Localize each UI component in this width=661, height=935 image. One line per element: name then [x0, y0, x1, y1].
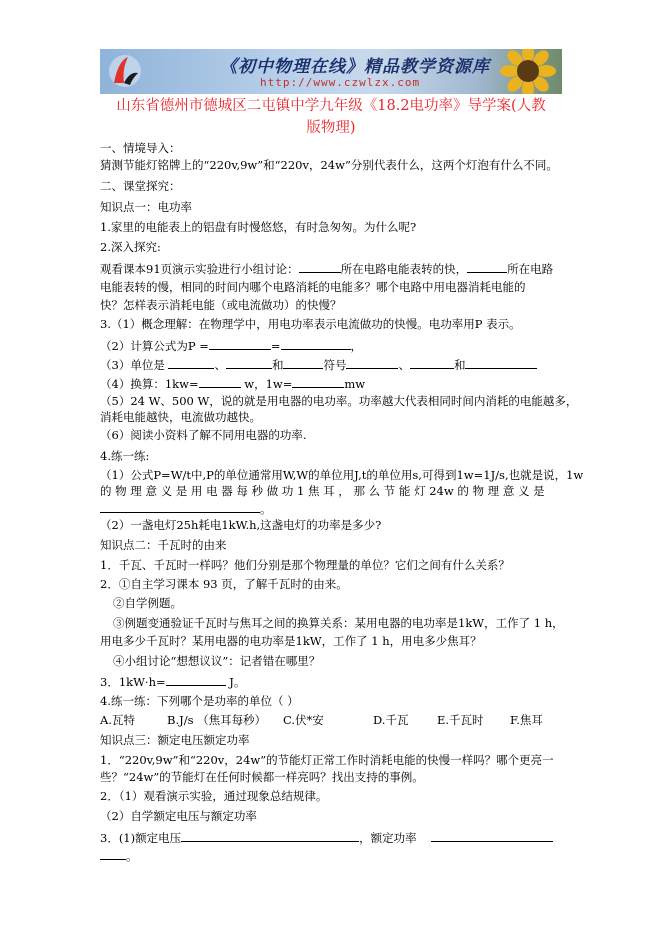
paragraph: 猜测节能灯铭牌上的“220v,9w”和“220v，24w”分别代表什么，这两个灯泡有什么不同。 [100, 158, 558, 172]
paragraph: 2．（1）观看演示实验，通过现象总结规律。 [100, 789, 328, 803]
blank [100, 500, 260, 513]
paragraph: （5）24 W、500 W，说的就是用电器的电功率。功率越大代表相同时间内消耗的电能越多， [100, 394, 578, 408]
blank [410, 356, 454, 369]
blank [431, 829, 553, 842]
blank [465, 356, 537, 369]
paragraph: 电能表转的慢，相同的时间内哪个电路消耗的电能多？哪个电路中用电器消耗电能的 [100, 280, 526, 294]
header-banner [100, 49, 562, 94]
blank [209, 337, 271, 350]
blank [199, 375, 241, 388]
option-e: E.千瓦时 [437, 713, 484, 727]
blank [467, 260, 507, 273]
option-d: D.千瓦 [373, 713, 409, 727]
option-a: A.瓦特 [100, 713, 135, 727]
rated-line: 3．(1)额定电压 ，额定功率 [100, 829, 553, 846]
blank [166, 673, 226, 686]
option-b: B.J/s （焦耳每秒） [167, 713, 267, 727]
subheading: 4.练一练: [100, 449, 150, 463]
answer-line: 。 [100, 847, 138, 864]
paragraph: 用电多少千瓦时？某用电器的电功率是1kW，工作了 1 h，用电多少焦耳？ [100, 634, 482, 648]
option-c: C.伏*安 [283, 713, 324, 727]
paragraph: （6）阅读小资料了解不同用电器的功率. [100, 428, 307, 442]
formula-line: （2）计算公式为P = = ， [100, 339, 362, 353]
paragraph: ③例题变通验证千瓦时与焦耳之间的换算关系：某用电器的电功率是1kW，工作了 1 h， [113, 616, 564, 630]
paragraph: 4.练一练：下列哪个是功率的单位（ ） [100, 694, 299, 708]
banner-url: http://www.czwlzx.com [260, 76, 421, 89]
blank [346, 356, 398, 369]
section-heading: 二、课堂探究： [100, 179, 181, 193]
paragraph: （2）自学额定电压与额定功率 [100, 809, 257, 823]
paragraph: 的 物 理 意 义 是 用 电 器 每 秒 做 功 1 焦 耳 ， 那 么 节 能 灯 24w 的 物 理 意 义 是 [100, 484, 545, 498]
paragraph: 3.（1）概念理解：在物理学中，用电功率表示电流做功的快慢。电功率用P 表示。 [100, 317, 521, 331]
blank [100, 847, 126, 860]
option-f: F.焦耳 [510, 713, 543, 727]
paragraph: 1．千瓦、千瓦时一样吗？他们分别是那个物理量的单位？它们之间有什么关系？ [100, 558, 510, 572]
subheading: 知识点一：电功率 [100, 200, 192, 214]
subheading: 知识点三：额定电压额定功率 [100, 733, 250, 747]
conversion-line: （4）换算：1kw= w，1w= mw [100, 377, 366, 391]
paragraph: （1）公式P=W/t中,P的单位通常用W,W的单位用J,t的单位用s,可得到1w=1J/s,也就是说，1w [100, 468, 584, 482]
paragraph: ④小组讨论“想想议议”：记者错在哪里？ [113, 654, 321, 668]
paragraph: 1.家里的电能表上的铝盘有时慢悠悠，有时急匆匆。为什么呢? [100, 220, 417, 234]
paragraph: 快？怎样表示消耗电能（或电流做功）的快慢？ [100, 298, 342, 312]
blank [299, 260, 341, 273]
paragraph: 消耗电能越快，电流做功越快。 [100, 410, 261, 424]
document-title: 山东省德州市德城区二屯镇中学九年级《18.2电功率》导学案(人教 版物理) [116, 98, 546, 136]
unit-line: （3）单位是 、 和 符号 、 和 [100, 356, 537, 373]
paragraph-line: 观看课本91页演示实验进行小组讨论： 所在电路电能表转的快， 所在电路 [100, 262, 554, 276]
section-heading: 一、情境导入： [100, 141, 181, 155]
subheading: 知识点二：千瓦时的由来 [100, 538, 227, 552]
paragraph: 些？“24w”的节能灯在任何时候都一样亮吗？找出支持的事例。 [100, 770, 424, 784]
paragraph: （2）一盏电灯25h耗电1kW.h,这盏电灯的功率是多少? [100, 518, 382, 532]
conversion-line: 3．1kW·h= J。 [100, 675, 246, 689]
blank [281, 337, 351, 350]
blank [292, 375, 344, 388]
paragraph: 1．“220v,9w”和“220v，24w”的节能灯正常工作时消耗电能的快慢一样吗？哪个更亮一 [100, 753, 554, 767]
answer-line: 。 [100, 500, 272, 517]
blank [226, 356, 272, 369]
paragraph: 2.深入探究: [100, 240, 161, 254]
blank [181, 829, 359, 842]
blank [168, 356, 214, 369]
paragraph: ②自学例题。 [113, 596, 182, 610]
logo-icon [108, 53, 142, 89]
banner-title: 《初中物理在线》精品教学资源库 [220, 57, 490, 77]
sunflower-icon [488, 49, 558, 94]
paragraph: 2．①自主学习课本 93 页，了解千瓦时的由来。 [100, 577, 348, 591]
blank [283, 356, 323, 369]
